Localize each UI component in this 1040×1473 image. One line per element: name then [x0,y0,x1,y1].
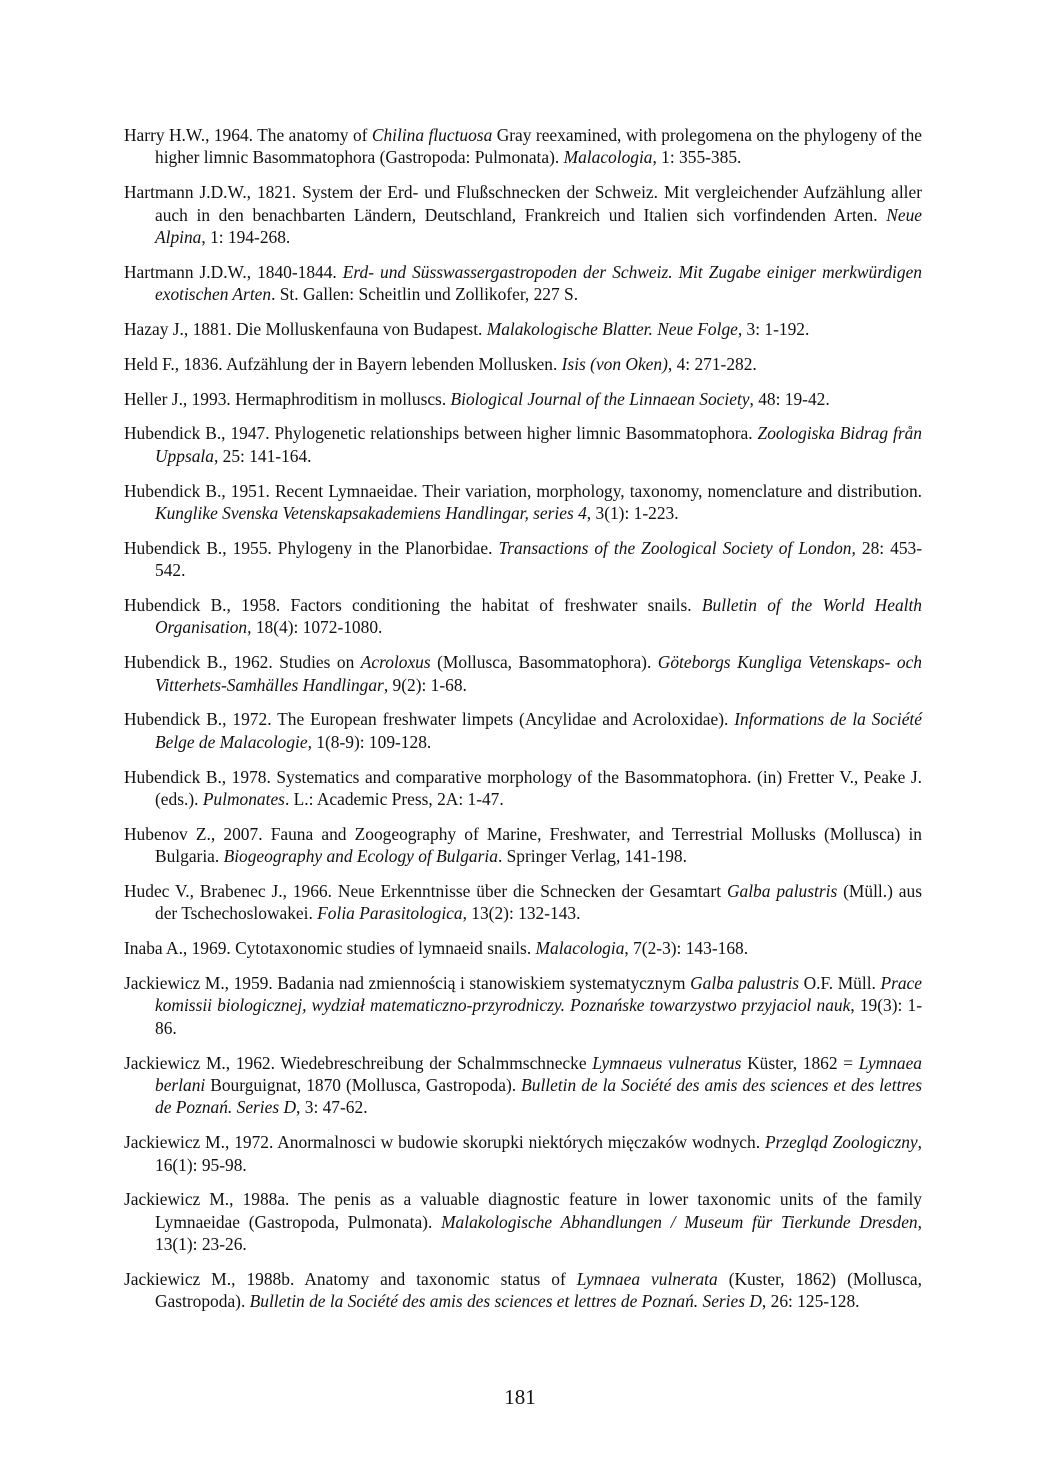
reference-italic-text: Bulletin of the World Health Organisation, [155,595,922,638]
reference-text: Hartmann J.D.W., 1840-1844. [124,261,343,282]
reference-entry [124,823,922,868]
reference-text: Küster, 1862 = [741,1052,859,1073]
reference-entry [124,318,922,340]
reference-text: Hubendick B., 1955. Phylogeny in the Planorbidae. [124,537,499,558]
reference-text: Gray reexamined, with prolegomena on the phylogeny of the higher limnic Basommatophora (Gastropoda: Pulmonata). [155,125,922,168]
reference-italic-text: Zoologiska Bidrag från Uppsala [155,423,922,466]
reference-entry [124,766,922,811]
reference-italic-text: Erd- und Süsswassergastropoden der Schweiz. Mit Zugabe einiger merkwürdigen exotischen Arten [155,261,922,305]
reference-text: 28: 453-542. [155,537,923,581]
reference-text: O.F. Müll. [799,973,881,994]
reference-italic-text: Bulletin de la Société des amis des sciences et lettres de Poznań. Series D [249,1291,762,1312]
reference-italic-text: Isis (von Oken) [561,353,668,374]
reference-text: Bourguignat, 1870 (Mollusca, Gastropoda). [205,1075,522,1096]
reference-text: , 13(1): 23-26. [155,1211,922,1255]
reference-italic-text: Malakologische Abhandlungen / Museum für Tierkunde Dresden [441,1211,918,1232]
reference-text: 18(4): 1072-1080. [251,617,383,638]
reference-text: (Müll.) aus der Tschechoslowakei. [155,881,922,924]
reference-italic-text: Neue Alpina [155,204,922,248]
reference-text: Hubendick B., 1951. Recent Lymnaeidae. Their variation, morphology, taxonomy, nomenclature and distribution. [124,480,922,501]
reference-entry [124,261,922,306]
reference-entry [124,651,922,696]
reference-italic-text: Malakologische Blatter. Neue Folge [486,319,738,340]
reference-text: Hubendick B., 1947. Phylogenetic relationships between higher limnic Basommatophora. [124,423,758,444]
reference-entry [124,124,922,169]
reference-entry [124,972,922,1039]
reference-italic-text: Galba palustris [690,973,800,994]
reference-entry [124,594,922,639]
reference-entry [124,1052,922,1119]
reference-text: Jackiewicz M., 1962. Wiedebreschreibung der Schalmmschnecke [124,1052,593,1073]
reference-italic-text: Kunglike Svenska Vetenskapsakademiens Handlingar, series 4 [155,503,587,524]
reference-text: Hubendick B., 1978. Systematics and comparative morphology of the Basommatophora. (in) Fretter V., Peake J. (eds.). [124,766,922,810]
reference-entry [124,1188,922,1255]
reference-text: Hudec V., Brabenec J., 1966. Neue Erkenntnisse über die Schnecken der Gesamtart [124,881,727,902]
reference-text: . Springer Verlag, 141-198. [497,846,687,867]
reference-list [124,124,922,1325]
reference-italic-text: Lymnaea vulnerata [576,1269,718,1290]
reference-italic-text: Malacologia [563,147,653,168]
reference-italic-text: Acroloxus [360,652,431,673]
reference-text: Heller J., 1993. Hermaphroditism in molluscs. [124,388,451,409]
reference-text: , 3: 47-62. [296,1097,368,1118]
reference-text: , 13(2): 132-143. [462,903,581,924]
reference-text: , 3(1): 1-223. [586,503,679,524]
reference-italic-text: Galba palustris [726,881,838,902]
reference-text: (Mollusca, Basommatophora). [430,652,658,673]
reference-text: , 19(3): 1-86. [155,995,922,1038]
reference-text: . St. Gallen: Scheitlin und Zollikofer, 227 S. [271,284,579,305]
reference-italic-text: Biogeography and Ecology of Bulgaria [223,846,498,867]
reference-entry [124,1268,922,1313]
reference-text: , 25: 141-164. [213,445,312,466]
reference-text: , 1: 194-268. [201,227,291,248]
reference-text: Hazay J., 1881. Die Molluskenfauna von Budapest. [124,319,487,340]
reference-text: Jackiewicz M., 1988b. Anatomy and taxonomic status of [124,1269,577,1290]
reference-italic-text: Malacologia [535,938,625,959]
reference-italic-text: Transactions of the Zoological Society of London, [498,537,856,558]
reference-italic-text: Informations de la Société Belge de Malacologie [155,709,922,752]
reference-text: , 1(8-9): 109-128. [307,731,432,752]
reference-text: . L.: Academic Press, 2A: 1-47. [284,789,504,810]
reference-italic-text: Göteborgs Kungliga Vetenskaps- och Vitterhets-Samhälles Handlingar [155,652,922,695]
reference-text: Hubendick B., 1972. The European freshwater limpets (Ancylidae and Acroloxidae). [124,709,735,730]
reference-entry [124,880,922,925]
reference-entry [124,353,922,375]
reference-italic-text: Biological Journal of the Linnaean Society [450,388,750,409]
reference-entry [124,537,922,582]
reference-entry [124,388,922,410]
reference-italic-text: Przegląd Zoologiczny [764,1132,918,1153]
reference-text: Inaba A., 1969. Cytotaxonomic studies of lymnaeid snails. [124,938,536,959]
reference-text: , 48: 19-42. [749,388,830,409]
reference-text: Hartmann J.D.W., 1821. System der Erd- und Flußschnecken der Schweiz. Mit vergleichender Aufzählung aller auch in den benachbarten Ländern, Deutschland, Frankreich und Italien sich vorfindenden Arten. [124,182,922,225]
reference-text: Jackiewicz M., 1988a. The penis as a valuable diagnostic feature in lower taxonomic units of the family Lymnaeidae (Gastropoda, Pulmonata). [124,1189,922,1232]
reference-entry [124,422,922,467]
reference-text: , 1: 355-385. [652,147,742,168]
reference-entry [124,1131,922,1176]
reference-italic-text: Lymnaea berlani [155,1052,923,1096]
reference-text: , 7(2-3): 143-168. [624,938,749,959]
reference-entry [124,937,922,959]
reference-text: Hubendick B., 1958. Factors conditioning the habitat of freshwater snails. [124,595,702,616]
reference-text: Hubendick B., 1962. Studies on [124,652,361,673]
reference-text: (Kuster, 1862) (Mollusca, Gastropoda). [155,1269,922,1312]
reference-text: , 9(2): 1-68. [383,674,467,695]
reference-entry [124,708,922,753]
reference-text: Held F., 1836. Aufzählung der in Bayern lebenden Mollusken. [124,353,562,374]
reference-text: Harry H.W., 1964. The anatomy of [124,125,372,145]
reference-text: , 3: 1-192. [737,319,810,340]
reference-italic-text: Prace komissii biologicznej, wydział matematiczno-przyrodniczy. Poznańske towarzystwo przyjaciol nauk [155,973,922,1016]
reference-italic-text: Bulletin de la Société des amis des sciences et des lettres de Poznań. Series D [155,1075,922,1118]
reference-italic-text: Lymnaeus vulneratus [592,1052,742,1073]
reference-text: Jackiewicz M., 1972. Anormalnosci w budowie skorupki niektórych mięczaków wodnych. [124,1132,765,1153]
reference-italic-text: Folia Parasitologica [317,903,463,924]
reference-text: , 4: 271-282. [667,353,757,374]
reference-text: , 26: 125-128. [761,1291,860,1312]
reference-entry [124,480,922,525]
reference-text: , 16(1): 95-98. [155,1132,922,1175]
reference-text: Jackiewicz M., 1959. Badania nad zmiennością i stanowiskiem systematycznym [124,973,691,994]
reference-text: Hubenov Z., 2007. Fauna and Zoogeography of Marine, Freshwater, and Terrestrial Mollusks (Mollusca) in Bulgaria. [124,823,922,867]
reference-italic-text: Pulmonates [202,789,285,810]
reference-entry [124,181,922,248]
page-number: 181 [504,1385,536,1409]
reference-italic-text: Chilina fluctuosa [371,125,493,145]
